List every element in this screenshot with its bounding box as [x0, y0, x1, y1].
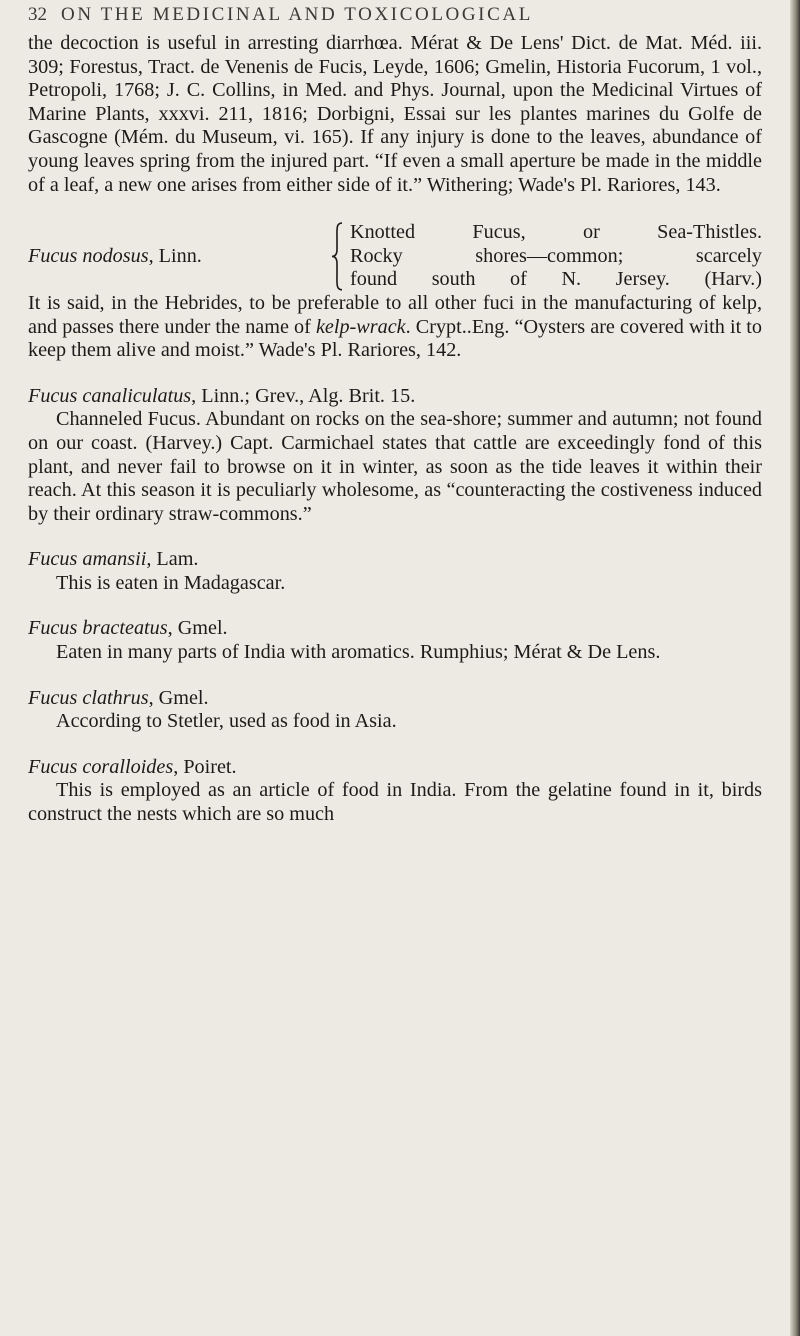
entry-fucus-nodosus-text: It is said, in the Hebrides, to be preferable to all other fuci in the manufacturing of kelp, and passes there under the name of kelp-wrack. Crypt..Eng. “Oysters are covered with it to keep them alive and moist.” Wade's Pl. Rariores, 142. [28, 291, 762, 362]
curly-brace-icon [328, 221, 350, 292]
entry-fucus-clathrus-heading: Fucus clathrus, Gmel. [28, 686, 209, 709]
page-body [28, 32, 762, 827]
paragraph-continuation: the decoction is useful in arresting diarrhœa. Mérat & De Lens' Dict. de Mat. Méd. iii. 309; Forestus, Tract. de Venenis de Fucis, Leyde, 1606; Gmelin, Historia Fucorum, 1 vol., Petropoli, 1768; J. C. Collins, in Med. and Phys. Journal, upon the Medicinal Virtues of Marine Plants, xxxvi. 211, 1816; Dorbigni, Essai sur les plantes marines du Golfe de Gascogne (Mém. du Museum, vi. 165). If any injury is done to the leaves, abundance of young leaves spring from the injured part. “If even a small aperture be made in the middle of a leaf, a new one arises from either side of it.” Withering; Wade's Pl. Rariores, 143. [28, 32, 762, 196]
species-name: Fucus nodosus, Linn. [28, 244, 202, 267]
entry-fucus-canaliculatus-heading: Fucus canaliculatus, Linn.; Grev., Alg. Brit. 15. [28, 384, 416, 407]
running-title: ON THE MEDICINAL AND TOXICOLOGICAL [61, 4, 533, 25]
species-description: Knotted Fucus, or Sea-Thistles. Rocky shores—common; scarcely found south of N. Jersey. (Harv.) [350, 221, 762, 291]
entry-fucus-bracteatus-text: Eaten in many parts of India with aromatics. Rumphius; Mérat & De Lens. [56, 641, 661, 664]
entry-fucus-amansii-text: This is eaten in Madagascar. [56, 571, 286, 594]
entry-fucus-bracteatus-heading: Fucus bracteatus, Gmel. [28, 617, 228, 640]
entry-fucus-nodosus-heading [28, 221, 762, 292]
page-edge-shadow [790, 0, 800, 1336]
entry-fucus-coralloides-heading: Fucus coralloides, Poiret. [28, 755, 237, 778]
entry-fucus-canaliculatus-text: Channeled Fucus. Abundant on rocks on the sea-shore; summer and autumn; not found on our coast. (Harvey.) Capt. Carmichael states that cattle are exceedingly fond of this plant, and never fail to browse on it in winter, as soon as the tide leaves it within their reach. At this season it is peculiarly wholesome, as “counteracting the costiveness induced by their ordinary straw-commons.” [28, 408, 762, 525]
entry-fucus-amansii-heading: Fucus amansii, Lam. [28, 548, 199, 571]
page-number: 32 [28, 4, 47, 25]
entry-fucus-coralloides-text: This is employed as an article of food in India. From the gelatine found in it, birds construct the nests which are so much [28, 779, 762, 826]
running-header [28, 4, 533, 26]
entry-fucus-clathrus-text: According to Stetler, used as food in Asia. [56, 710, 397, 733]
